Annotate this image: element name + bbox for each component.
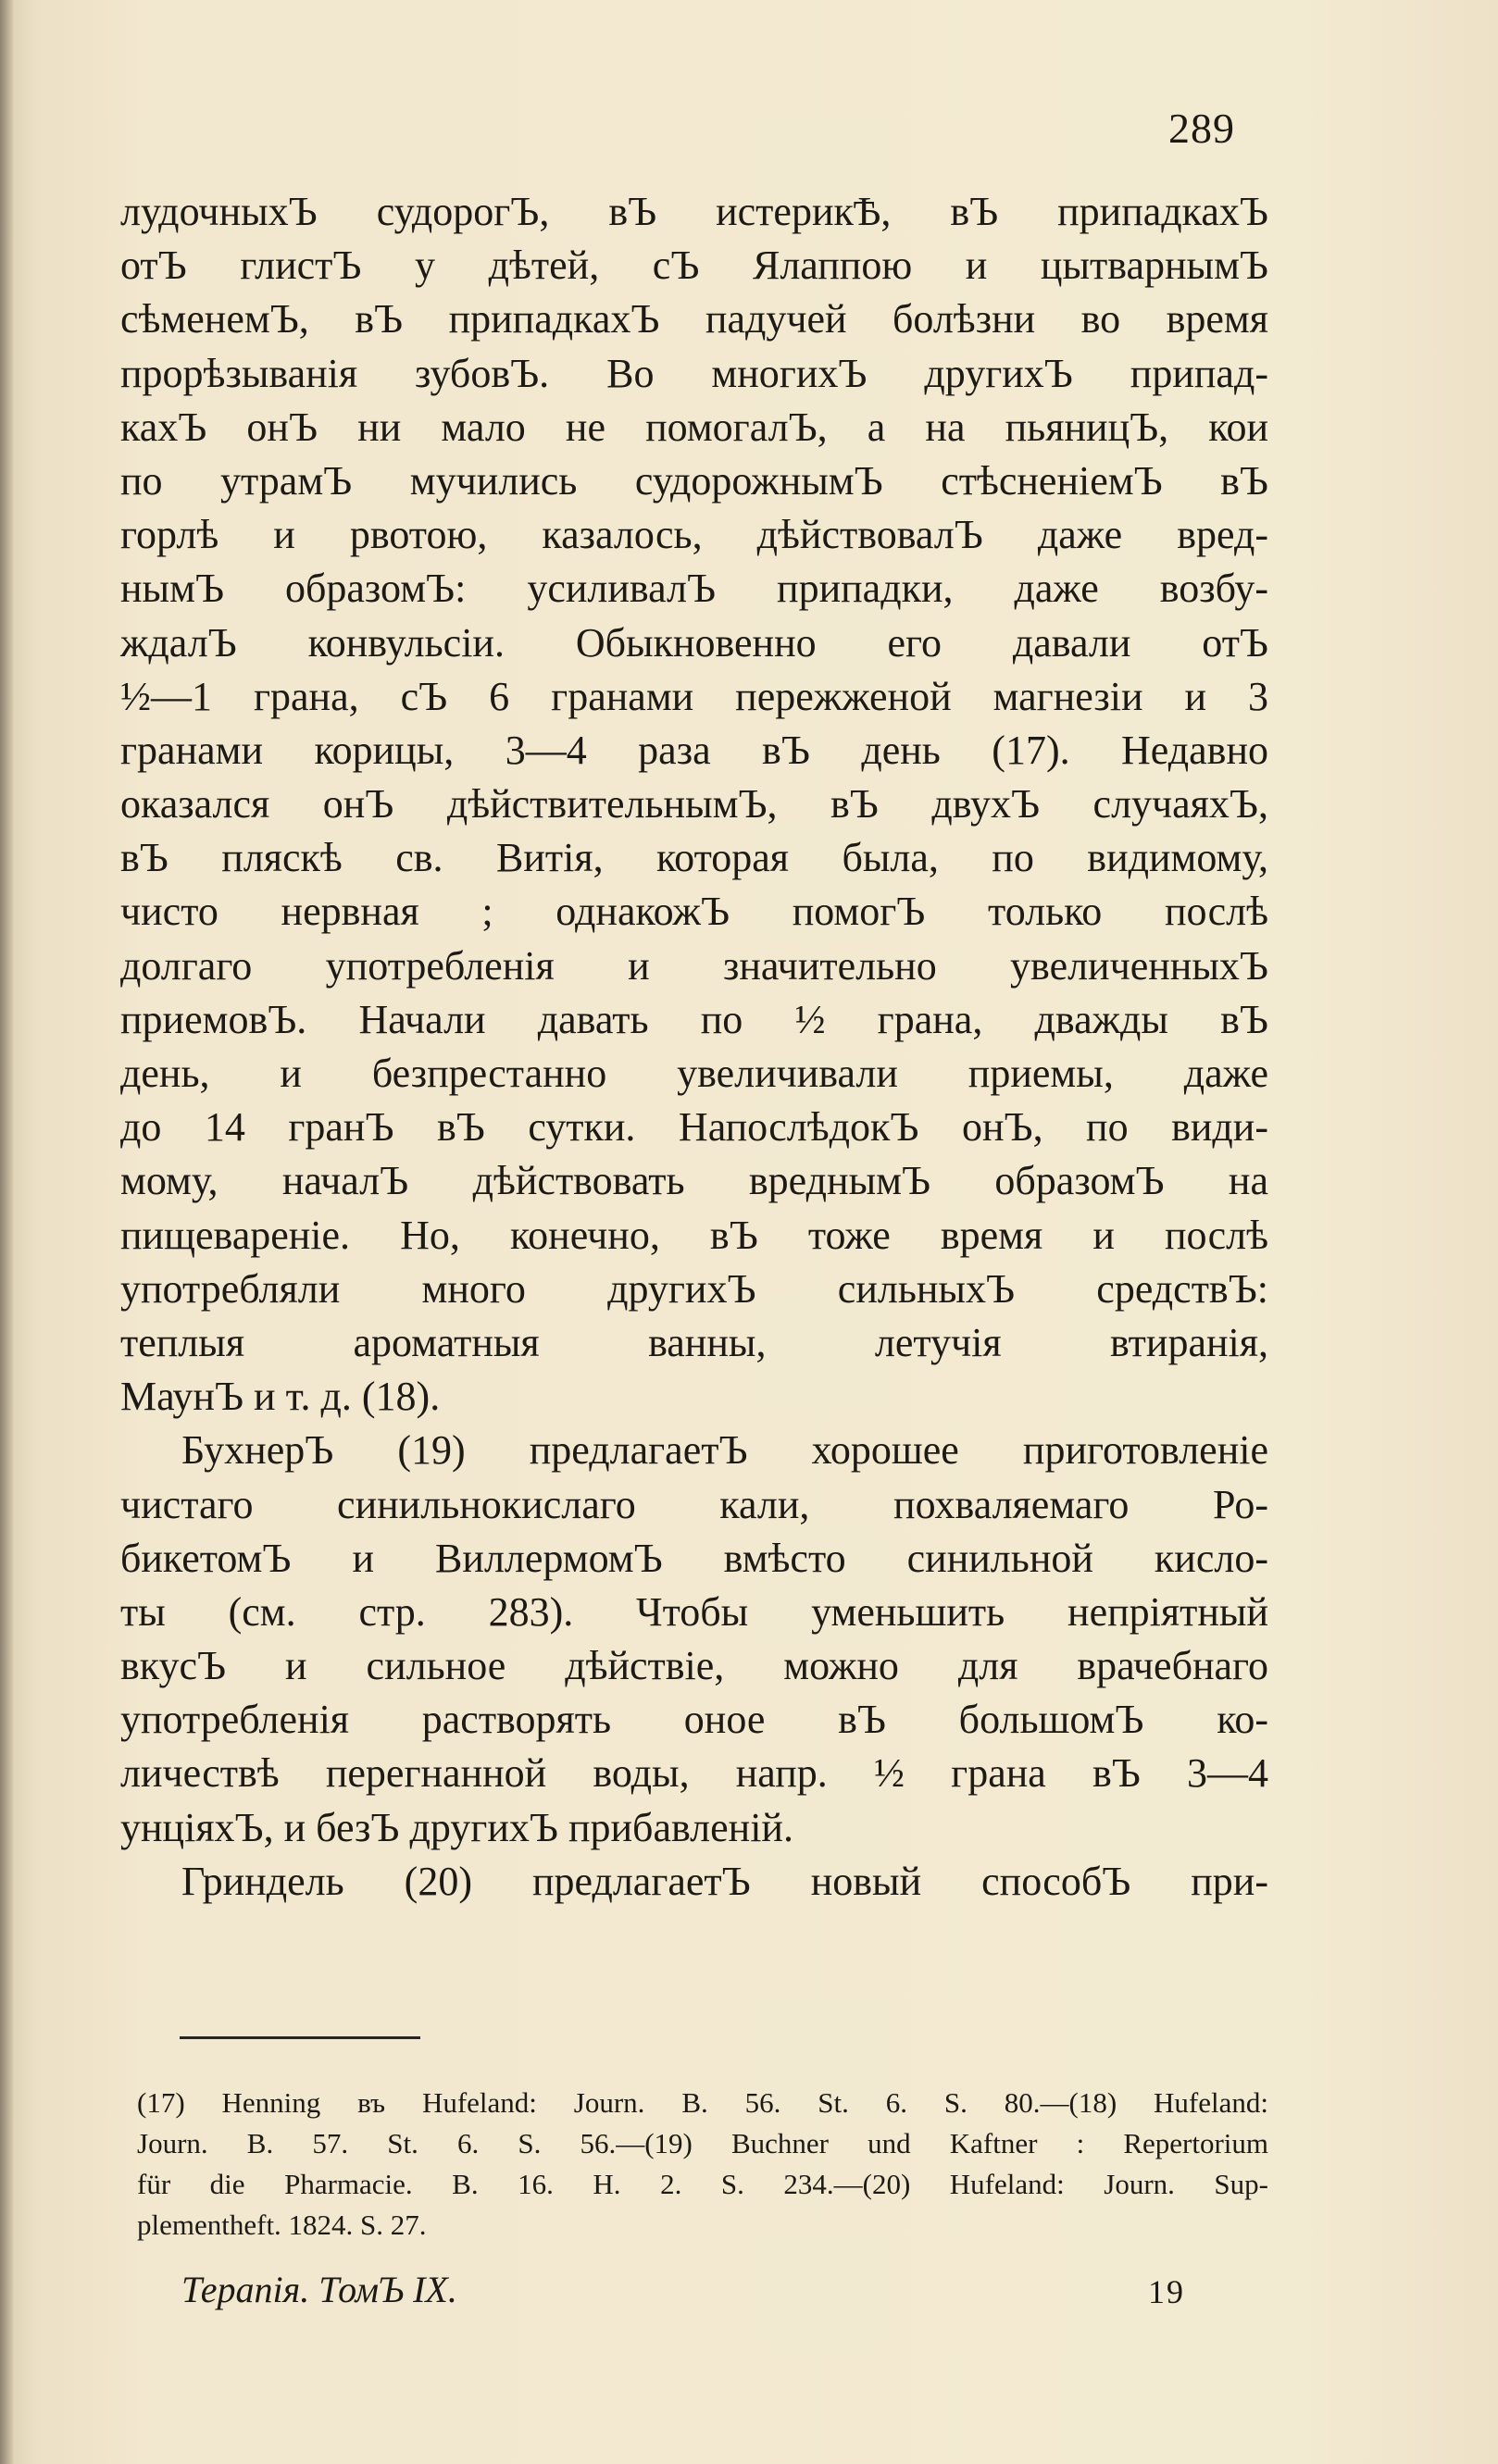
text-line: гранами корицы, 3—4 раза вЪ день (17). Недавно	[120, 727, 1268, 773]
text-line: день, и безпрестанно увеличивали приемы, даже	[120, 1051, 1268, 1096]
text-line: употребляли много другихЪ сильныхЪ средствЪ:	[120, 1265, 1268, 1312]
main-text	[120, 185, 1268, 1909]
text-line: прорѣзыванія зубовЪ. Во многихЪ другихЪ припад-	[120, 350, 1268, 396]
text-line: ждалЪ конвульсіи. Обыкновенно его давали отЪ	[120, 619, 1268, 666]
text-line: нымЪ образомЪ: усиливалЪ припадки, даже возбу-	[120, 566, 1268, 612]
text-line: долгаго употребленія и значительно увеличенныхЪ	[120, 942, 1268, 989]
text-line: приемовЪ. Начали давать по ½ грана, дважды вЪ	[120, 996, 1268, 1042]
footnotes	[137, 2083, 1268, 2246]
text-line: отЪ глистЪ у дѣтей, сЪ Ялаппою и цытварнымЪ	[120, 243, 1268, 289]
text-line: ты (см. стр. 283). Чтобы уменьшить непріятный	[120, 1588, 1268, 1635]
text-line: оказался онЪ дѣйствительнымЪ, вЪ двухЪ случаяхЪ,	[120, 781, 1268, 828]
text-line: ½—1 грана, сЪ 6 гранами пережженой магнезіи и 3	[120, 673, 1268, 719]
text-line: кахЪ онЪ ни мало не помогалЪ, а на пьяницЪ, кои	[120, 404, 1268, 450]
book-spine-shadow	[0, 0, 13, 2464]
text-line: МаунЪ и т. д. (18).	[120, 1374, 441, 1420]
text-line: употребленія растворять оное вЪ большомЪ ко-	[120, 1697, 1268, 1743]
footnote-line: Journ. B. 57. St. 6. S. 56.—(19) Buchner und Kaftner : Repertorium	[137, 2127, 1268, 2159]
text-line: до 14 гранЪ вЪ сутки. НапослѣдокЪ онЪ, по види-	[120, 1104, 1268, 1151]
text-line: по утрамЪ мучились судорожнымЪ стѣсненіемЪ вЪ	[120, 457, 1268, 504]
signature-mark: 19	[1148, 2273, 1185, 2310]
text-line: мому, началЪ дѣйствовать вреднымЪ образомЪ на	[120, 1158, 1268, 1204]
footnote-divider	[180, 2036, 420, 2039]
footnote-line: plementheft. 1824. S. 27.	[137, 2209, 427, 2241]
running-footer-title: Терапія. ТомЪ IX.	[181, 2269, 457, 2310]
text-line: БухнерЪ (19) предлагаетЪ хорошее приготовленіе	[181, 1427, 1268, 1474]
text-line: чистаго синильнокислаго кали, похваляемаго Ро-	[120, 1481, 1268, 1527]
text-line: личествѣ перегнанной воды, напр. ½ грана вЪ 3—4	[120, 1750, 1268, 1797]
page-number: 289	[1168, 105, 1235, 152]
text-line: сѣменемЪ, вЪ припадкахЪ падучей болѣзни во время	[120, 296, 1268, 342]
text-line: чисто нервная ; однакожЪ помогЪ только послѣ	[120, 889, 1268, 935]
text-line: лудочныхЪ судорогЪ, вЪ истерикѢ, вЪ припадкахЪ	[120, 189, 1268, 234]
text-line: горлѣ и рвотою, казалось, дѣйствовалЪ даже вред-	[120, 512, 1268, 558]
text-line: бикетомЪ и ВиллермомЪ вмѣсто синильной кисло-	[120, 1535, 1268, 1581]
footnote-line: (17) Henning въ Hufeland: Journ. B. 56. St. 6. S. 80.—(18) Hufeland:	[137, 2086, 1268, 2119]
footnote-line: für die Pharmacie. B. 16. H. 2. S. 234.—(20) Hufeland: Journ. Sup-	[137, 2168, 1268, 2200]
text-line: вЪ пляскѣ св. Витія, которая была, по видимому,	[120, 835, 1268, 881]
text-line: унціяхЪ, и безЪ другихЪ прибавленій.	[120, 1804, 793, 1850]
text-line: пищевареніе. Но, конечно, вЪ тоже время и послѣ	[120, 1212, 1268, 1258]
text-line: теплыя ароматныя ванны, летучія втиранія,	[120, 1319, 1268, 1365]
text-line: Гриндель (20) предлагаетЪ новый способЪ при-	[181, 1858, 1268, 1904]
text-line: вкусЪ и сильное дѣйствіе, можно для врачебнаго	[120, 1643, 1268, 1689]
